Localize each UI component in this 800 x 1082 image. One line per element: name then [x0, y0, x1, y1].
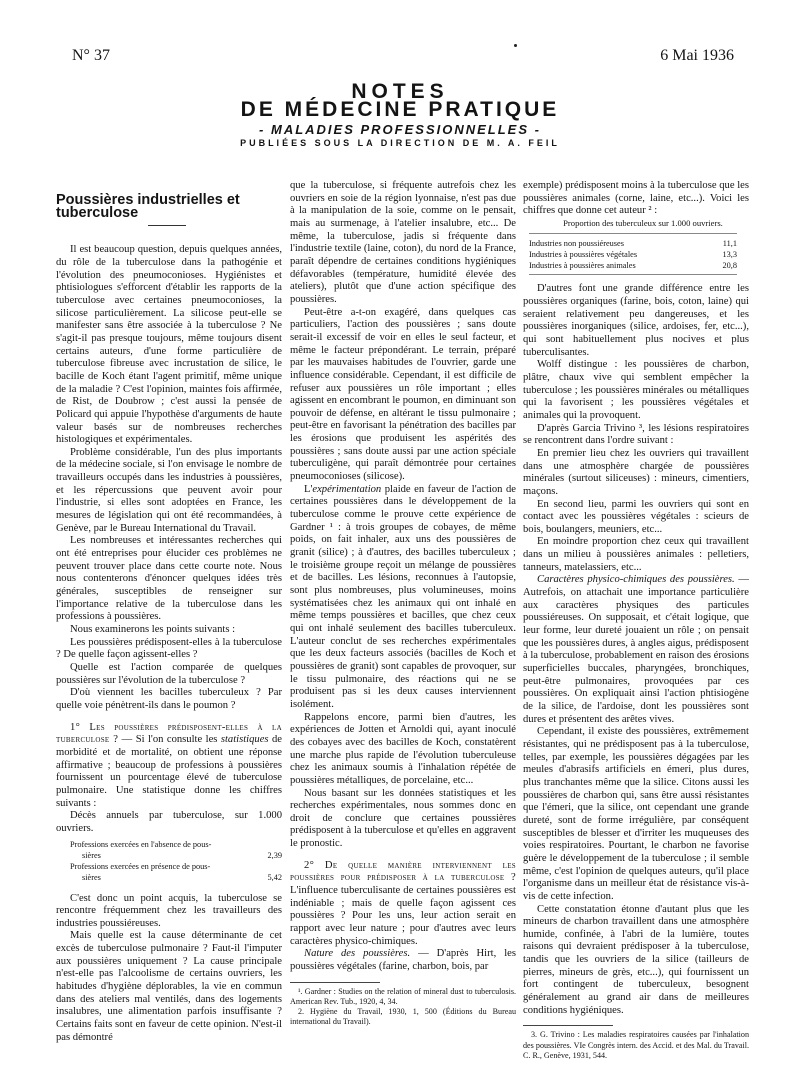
paragraph: Décès annuels par tuberculose, sur 1.000 ouvriers.	[56, 810, 282, 834]
paragraph: que la tuberculose, si fréquente autrefois chez les ouvriers en soie de la région lyonnaise, n'est pas due à la manipulation de la soie, comme on le pensait, mais au surmenage, à l'atelier insalubre, etc... De même, la tuberculose, jadis si fréquente dans l'industrie textile (laine, coton), du nord de la France, paraît dépendre de certaines conditions hygiéniques défavorables (température, humidité élevée des ateliers), plutôt que d'une action spécifique des poussières.	[290, 180, 516, 305]
paragraph: Les poussières prédisposent-elles à la tuberculose ? De quelle façon agissent-elles ?	[56, 636, 282, 661]
footnote-rule	[290, 982, 380, 983]
footnote: ¹. Gardner : Studies on the relation of mineral dust to tuberculosis. American Rev. Tub., 1920, 4, 34.	[290, 986, 516, 1006]
table-caption: Proportion des tuberculeux sur 1.000 ouvriers.	[563, 217, 723, 228]
paragraph: En moindre proportion chez ceux qui travaillent dans un milieu à poussières animales : pelletiers, tanneurs, matelassiers, etc...	[523, 536, 749, 573]
paragraph: Wolff distingue : les poussières de charbon, plâtre, chaux vive qui semblent empêcher la tuberculose ; les poussières minérales ou métalliques qui la favorisent ; les poussières végétales et animales qui la provoquent.	[523, 359, 749, 421]
article-title: Poussières industrielles et tuberculose	[56, 192, 240, 221]
issue-number: N° 37	[72, 47, 110, 64]
table-value: 20,8	[722, 260, 737, 270]
footnote: 3. G. Trivino : Les maladies respiratoires causées par l'inhalation des poussières. VIe Congrès intern. des Accid. et des Mal. du Travail. C. R., Genève, 1931, 544.	[523, 1030, 749, 1060]
section-1: 1° Les poussières prédisposent-elles à la tuberculose ? — Si l'on consulte les statistiques de morbidité et de mortalité, on obtient une réponse affirmative ; beaucoup de professions à poussières fournissent un pourcentage élevé de tuberculose pulmonaire. Une statistique donne les chiffres suivants :	[56, 721, 282, 809]
footnote: 2. Hygiène du Travail, 1930, 1, 500 (Éditions du Bureau international du Travail).	[290, 1007, 516, 1027]
paragraph: Cependant, il existe des poussières, extrêmement résistantes, qui ne prédisposent pas à la tuberculose, telles, par exemple, les poussières dégagées par les meules d'abrasifs artificiels en émeri, plus dures, plus tranchantes même que la silice. Citons aussi les poussières de charbon qui, sans être aussi résistantes que l'émeri, que la silice, ont cependant une grande dureté, sont de forme irrégulière, par conséquent susceptibles de blesser et d'irriter les muqueuses des voies respiratoires. Pourtant, le charbon ne favorise guère le développement de la tuberculose ; il semble même, c'est l'opinion de quelques auteurs, qu'il place l'organisme dans un meilleur état de résistance vis-à-vis de cette infection.	[523, 726, 749, 902]
masthead-notes: NOTES	[351, 80, 449, 103]
paragraph: Cette constatation étonne d'autant plus que les mineurs de charbon travaillent dans une atmosphère humide, confinée, à l'abri de la lumière, toutes raisons qui devraient prédisposer à la tuberculose, tandis que les ouvriers de la silice (tailleurs de pierres, mineurs de grès, etc...), qui fournissent un fort contingent de tuberculeux, besognent généralement au grand air dans de meilleures conditions hygiéniques.	[523, 903, 749, 1016]
paragraph: Nous examinerons les points suivants :	[70, 624, 236, 635]
mortality-table: Professions exercées en l'absence de pous- sières 2,39 Professions exercées en présence de pous- sières 5,42	[70, 839, 282, 882]
table-value: 11,1	[722, 238, 737, 248]
column-2	[290, 180, 516, 1028]
paragraph: Caractères physico-chimiques des poussières. — Autrefois, on attachait une importance particulière aux caractères physiques des particules poussiéreuses. On supposait, et c'était logique, que leur forme, leur dureté jouaient un rôle ; on pensait que les poussières dures, à angles aigus, prédisposent à la tuberculose, probablement en raison des érosions superficielles buccales, pharyngées, bronchiques, peut-être pulmonaires, provoquées par ces poussières. On expliquait ainsi l'action phtisiogène de la silice, de l'ardoise, dont les poussières sont dures et présentent des arêtes vives.	[523, 574, 750, 725]
section-2-heading: 2° De quelle manière interviennent les poussières pour prédisposer à la tuberculose ?	[290, 859, 516, 884]
paragraph: Mais quelle est la cause déterminante de cet excès de tuberculose pulmonaire ? Faut-il l'imputer aux poussières uniquement ? La cause principale n'est-elle pas l'alcoolisme de certains ouvriers, les habitudes d'hygiène déplorables, la vie en commun dans des ateliers mal ventilés, dans des logements insalubres, une alimentation parfois insuffisante ? Certains faits sont en faveur de cette opinion. N'est-il pas démontré	[56, 930, 282, 1043]
print-speck	[514, 44, 517, 47]
paragraph: exemple) prédisposent moins à la tuberculose que les poussières animales (corne, laine, etc...). Voici les chiffres que donne cet auteur ² :	[523, 180, 749, 217]
paragraph: En premier lieu chez les ouvriers qui travaillent dans une atmosphère chargée de poussières minérales (surtout siliceuses) : mineurs, cimentiers, maçons.	[523, 447, 749, 497]
footnote-rule	[523, 1025, 613, 1026]
title-rule	[148, 225, 186, 226]
paragraph: Les nombreuses et intéressantes recherches qui ont été entreprises pour élucider ces problèmes ne peuvent trouver place dans cette courte note. Nous nous contenterons d'énoncer quelques idées très générales, susceptibles de renseigner sur l'importance relative de la tuberculose dans les professions à poussières.	[56, 535, 282, 623]
paragraph: Nous basant sur les données statistiques et les recherches expérimentales, nous sommes donc en droit de conclure que certaines poussières prédisposent à la tuberculose et qu'elles en aggravent le pronostic.	[290, 787, 516, 850]
paragraph: En second lieu, parmi les ouvriers qui sont en contact avec les poussières végétales : scieurs de bois, boulangers, meuniers, etc...	[523, 498, 749, 535]
paragraph: D'où viennent les bacilles tuberculeux ? Par quelle voie pénètrent-ils dans le poumon ?	[56, 687, 282, 711]
table-value: 5,42	[267, 872, 282, 882]
section-1-heading: 1° Les poussières prédisposent-elles à la tuberculose ?	[56, 721, 282, 746]
paragraph: Nature des poussières. — D'après Hirt, les poussières végétales (farine, charbon, bois, par	[290, 948, 516, 973]
paragraph: Peut-être a-t-on exagéré, dans quelques cas particuliers, l'action des poussières ; sans doute serait-il excessif de voir en elles le seul facteur, et même le facteur prépondérant. Le terrain, préparé par les mauvaises habitudes de l'ouvrier, garde une influence considérable. Cependant, il est difficile de refuser aux poussières un rôle important ; elles agissent en encombrant le poumon, en diminuant son pouvoir de défense, en altérant le tissu pulmonaire ; peut-être en favorisant la pénétration des bacilles par les érosions que produisent les aspérités des poussières ; sans doute aussi par une action spéciale tuberculigène, qui paraît démontrée pour certaines pneumoconioses (silicose).	[290, 306, 516, 483]
masthead-title: DE MÉDECINE PRATIQUE	[240, 98, 560, 121]
tuberculosis-table: Industries non poussiéreuses 11,1 Industries à poussières végétales 13,3 Industries à poussières animales 20,8	[529, 233, 737, 275]
masthead-subtitle: - MALADIES PROFESSIONNELLES -	[259, 122, 541, 137]
column-1	[56, 180, 282, 1044]
paragraph: D'après Garcia Trivino ³, les lésions respiratoires se rencontrent dans l'ordre suivant :	[523, 422, 749, 447]
issue-date: 6 Mai 1936	[660, 47, 734, 64]
column-3	[523, 180, 749, 1061]
paragraph: Problème considérable, l'un des plus importants de la médecine sociale, si l'on envisage le nombre de travailleurs occupés dans les industries à poussières, et les répercussions que peuvent avoir pour l'industrie, si elles sont adoptées en France, les mesures de législation qui ont été recommandées, à Genève, par le Bureau International du Travail.	[56, 446, 282, 534]
paragraph: C'est donc un point acquis, la tuberculose se rencontre fréquemment chez les travailleurs des industries poussiéreuses.	[56, 892, 282, 929]
table-value: 13,3	[722, 249, 737, 259]
section-2: 2° De quelle manière interviennent les poussières pour prédisposer à la tuberculose ? L'influence tuberculisante de certaines poussières est indéniable ; mais de quelle façon agissent ces poussières ? Pour les uns, leur action serait en rapport avec leur nature ; pour d'autres avec leurs caractères physico-chimiques.	[290, 859, 516, 947]
paragraph: Rappelons encore, parmi bien d'autres, les expériences de Jotten et Arnoldi qui, ayant inoculé des cobayes avec des bacilles de Koch, constatèrent une marche plus rapide de l'évolution tuberculeuse chez les animaux soumis à l'inhalation répétée de poussières métalliques, de porcelaine, etc...	[290, 711, 516, 786]
paragraph: D'autres font une grande différence entre les poussières organiques (farine, bois, coton, laine) qui seraient relativement peu dangereuses, et les poussières inorganiques (silice, ardoises, fer, etc...), qui sont habituellement plus nocives et plus tuberculisantes.	[523, 283, 749, 358]
paragraph: L'expérimentation plaide en faveur de l'action de certaines poussières dans le développement de la tuberculose comme le prouve cette expérience de Gardner ¹ : à trois groupes de cobayes, de même poids, on fait inhaler, aux uns des poussières de granit (silice) ; à d'autres, des bacilles tuberculeux ; le troisième groupe reçoit un mélange de poussières et de bacilles. Les lésions, reconnues à l'autopsie, sont plus nombreuses, plus volumineuses, moins systématisées chez les animaux qui ont inhalé en même temps poussières et bacilles, que chez ceux qui ont inhalé seulement des bacilles tuberculeux. L'auteur conclut de ses recherches expérimentales que les deux facteurs associés (bacilles de Koch et poussières de granit) sont capables de provoquer, sur le tissu pulmonaire, des réactions qui ne se produisent pas si les deux causes interviennent isolément.	[290, 483, 516, 710]
paragraph: Quelle est l'action comparée de quelques poussières sur l'évolution de la tuberculose ?	[56, 661, 282, 686]
masthead-direction: PUBLIÉES SOUS LA DIRECTION DE M. A. FEIL	[240, 138, 560, 148]
table-value: 2,39	[267, 850, 282, 860]
paragraph: Il est beaucoup question, depuis quelques années, du rôle de la tuberculose dans la pathogénie et l'évolution des pneumoconioses. Hygiénistes et phtisiologues s'efforcent d'établir les rapports de la tuberculose avec certaines pneumoconioses, la silicose particulièrement. La silicose peut-elle se manifester sans être associée à la tuberculose ? Ne s'agit-il pas presque toujours, même toujours disent certains auteurs, d'une forme particulière de tuberculose fibreuse avec incrustation de silice, le bacille de Koch étant l'agent primitif, même unique de la maladie ? C'est l'opinion, maintes fois affirmée, de Rist, de Doubrow ; c'est aussi la pensée de Policard qui appuie l'hypothèse d'arguments de haute valeur basés sur de nombreuses recherches histologiques et expérimentales.	[56, 244, 282, 446]
